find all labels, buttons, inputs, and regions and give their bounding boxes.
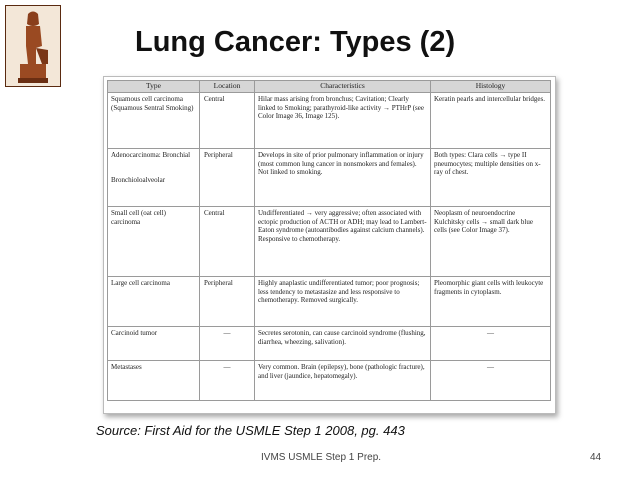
row-type-cell <box>108 149 200 207</box>
footer-text: IVMS USMLE Step 1 Prep. <box>261 452 382 463</box>
pharaoh-statue-logo-icon <box>5 5 61 87</box>
row-type: Small cell (oat cell) carcinoma <box>108 207 200 277</box>
row-type: Metastases <box>108 361 200 401</box>
table-row <box>108 207 551 277</box>
table-row <box>108 93 551 149</box>
page-number: 44 <box>590 452 602 463</box>
types-table <box>107 80 551 401</box>
row-histology: Keratin pearls and intercellular bridges. <box>431 93 551 149</box>
row-characteristics: Develops in site of prior pulmonary inflammation or injury (most common lung cancer in nonsmokers and females). <box>258 151 424 168</box>
row-characteristics: Secretes serotonin, can cause carcinoid syndrome (flushing, diarrhea, wheezing, salivation). <box>255 327 431 361</box>
row-histology: Both types: Clara cells → type II pneumocytes; multiple densities on x-ray of chest. <box>431 149 551 207</box>
row-characteristics: Hilar mass arising from bronchus; Cavitation; Clearly linked to Smoking; parathyroid-like activity → PTHrP (see Color Image 36, Image 125). <box>255 93 431 149</box>
row-type: Large cell carcinoma <box>108 277 200 327</box>
row-location: Central <box>200 207 255 277</box>
row-location: — <box>200 361 255 401</box>
table-row <box>108 327 551 361</box>
row-histology: Pleomorphic giant cells with leukocyte fragments in cytoplasm. <box>431 277 551 327</box>
table-row <box>108 149 551 207</box>
header-histology: Histology <box>431 81 551 93</box>
row-histology: Neoplasm of neuroendocrine Kulchitsky cells → small dark blue cells (see Color Image 37). <box>431 207 551 277</box>
row-location: Peripheral <box>200 149 255 207</box>
row-characteristics-sub: Not linked to smoking. <box>258 168 323 177</box>
row-type: Adenocarcinoma: Bronchial <box>111 151 191 159</box>
source-citation: Source: First Aid for the USMLE Step 1 2008, pg. 443 <box>96 423 405 438</box>
header-type: Type <box>108 81 200 93</box>
header-location: Location <box>200 81 255 93</box>
row-location: — <box>200 327 255 361</box>
row-characteristics: Highly anaplastic undifferentiated tumor; poor prognosis; less tendency to metastasize and less responsive to chemotherapy. Removed surgically. <box>255 277 431 327</box>
row-characteristics-cell <box>255 149 431 207</box>
row-type: Carcinoid tumor <box>108 327 200 361</box>
row-type: Squamous cell carcinoma (Squamous Sentral Smoking) <box>108 93 200 149</box>
row-characteristics: Very common. Brain (epilepsy), bone (pathologic fracture), and liver (jaundice, hepatomegaly). <box>255 361 431 401</box>
row-histology: — <box>431 327 551 361</box>
table-row <box>108 277 551 327</box>
row-location: Peripheral <box>200 277 255 327</box>
table-header-row <box>108 81 551 93</box>
lung-cancer-types-table <box>103 76 556 414</box>
row-type-sub: Bronchioloalveolar <box>111 175 166 184</box>
row-histology: — <box>431 361 551 401</box>
row-characteristics: Undifferentiated → very aggressive; often associated with ectopic production of ACTH or ADH; may lead to Lambert-Eaton syndrome (autoantibodies against calcium channels). Responsive to chemotherapy. <box>255 207 431 277</box>
row-location: Central <box>200 93 255 149</box>
header-characteristics: Characteristics <box>255 81 431 93</box>
table-row <box>108 361 551 401</box>
slide-title: Lung Cancer: Types (2) <box>135 26 456 58</box>
